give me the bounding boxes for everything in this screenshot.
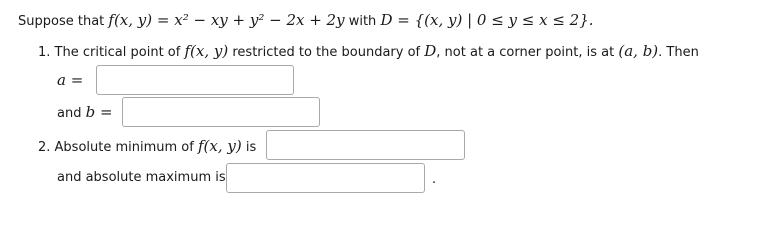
a-answer-input[interactable] [96, 65, 294, 95]
q2-prefix: 2. Absolute minimum of [38, 140, 194, 155]
max-period: . [432, 172, 437, 187]
absolute-maximum-input[interactable] [226, 163, 425, 193]
b-label-row [57, 103, 113, 123]
q2-is-word: is [245, 140, 257, 155]
max-label: and absolute maximum is [57, 170, 226, 185]
and-word: and [57, 106, 82, 121]
intro-prefix: Suppose that [18, 14, 105, 29]
q1-suffix-before-point: , not at a corner point, is at [436, 45, 615, 60]
question-2-text [38, 137, 256, 157]
problem-statement [18, 11, 594, 31]
q1-domain-letter: D [424, 42, 437, 60]
q1-middle: restricted to the boundary of [232, 45, 421, 60]
b-label: b = [85, 103, 113, 121]
q1-suffix: . Then [658, 45, 699, 60]
q1-function: f(x, y) [184, 42, 229, 60]
with-word: with [348, 14, 377, 29]
b-answer-input[interactable] [122, 97, 320, 127]
domain-expression: D = {(x, y) | 0 ≤ y ≤ x ≤ 2}. [380, 11, 594, 29]
a-label: a = [57, 71, 84, 89]
q2-function: f(x, y) [197, 137, 242, 155]
absolute-minimum-input[interactable] [266, 130, 465, 160]
function-expression: f(x, y) = x² − xy + y² − 2x + 2y [108, 11, 345, 29]
q1-prefix: 1. The critical point of [38, 45, 181, 60]
question-1-text [38, 42, 699, 62]
q1-point: (a, b) [618, 42, 659, 60]
